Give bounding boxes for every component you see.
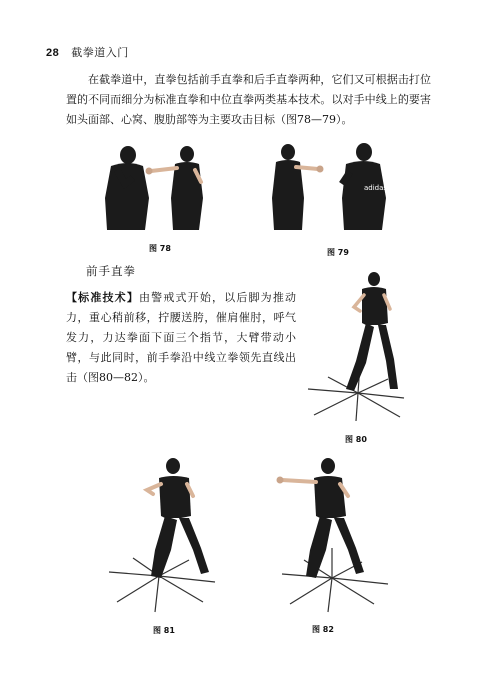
figure-79-caption: 图 79 — [327, 248, 349, 257]
book-title: 截拳道入门 — [71, 46, 129, 59]
figure-80-caption: 图 80 — [345, 435, 367, 444]
figure-82-caption: 图 82 — [312, 625, 334, 634]
figure-78-photo — [83, 138, 233, 230]
figure-78-caption: 图 78 — [149, 244, 171, 253]
figure-79-photo — [268, 138, 418, 230]
figure-80-photo — [300, 265, 410, 423]
technique-label: 【标准技术】 — [66, 291, 139, 304]
figure-81-caption: 图 81 — [153, 626, 175, 635]
figure-82-photo — [268, 450, 396, 615]
page-number: 28 — [46, 47, 60, 59]
section-title: 前手直拳 — [86, 264, 136, 278]
intro-paragraph: 在截拳道中，直拳包括前手直拳和后手直拳两种，它们又可根据击打位置的不同而细分为标准直拳和中位直拳两类基本技术。以对手中线上的要害如头面部、心窝、腹肋部等为主要攻击目标（图78—79）。 — [66, 73, 431, 126]
technique-paragraph — [66, 288, 296, 388]
page-header — [46, 44, 129, 60]
figure-81-photo — [103, 450, 231, 615]
hoodie-logo: adidas — [364, 184, 388, 192]
technique-text: 由警戒式开始，以后脚为推动力，重心稍前移，拧腰送胯，催肩催肘，呼气发力，力达拳面下面三个指节，大臂带动小臂，与此同时，前手拳沿中线立拳领先直线出击（图80—82）。 — [66, 291, 296, 384]
